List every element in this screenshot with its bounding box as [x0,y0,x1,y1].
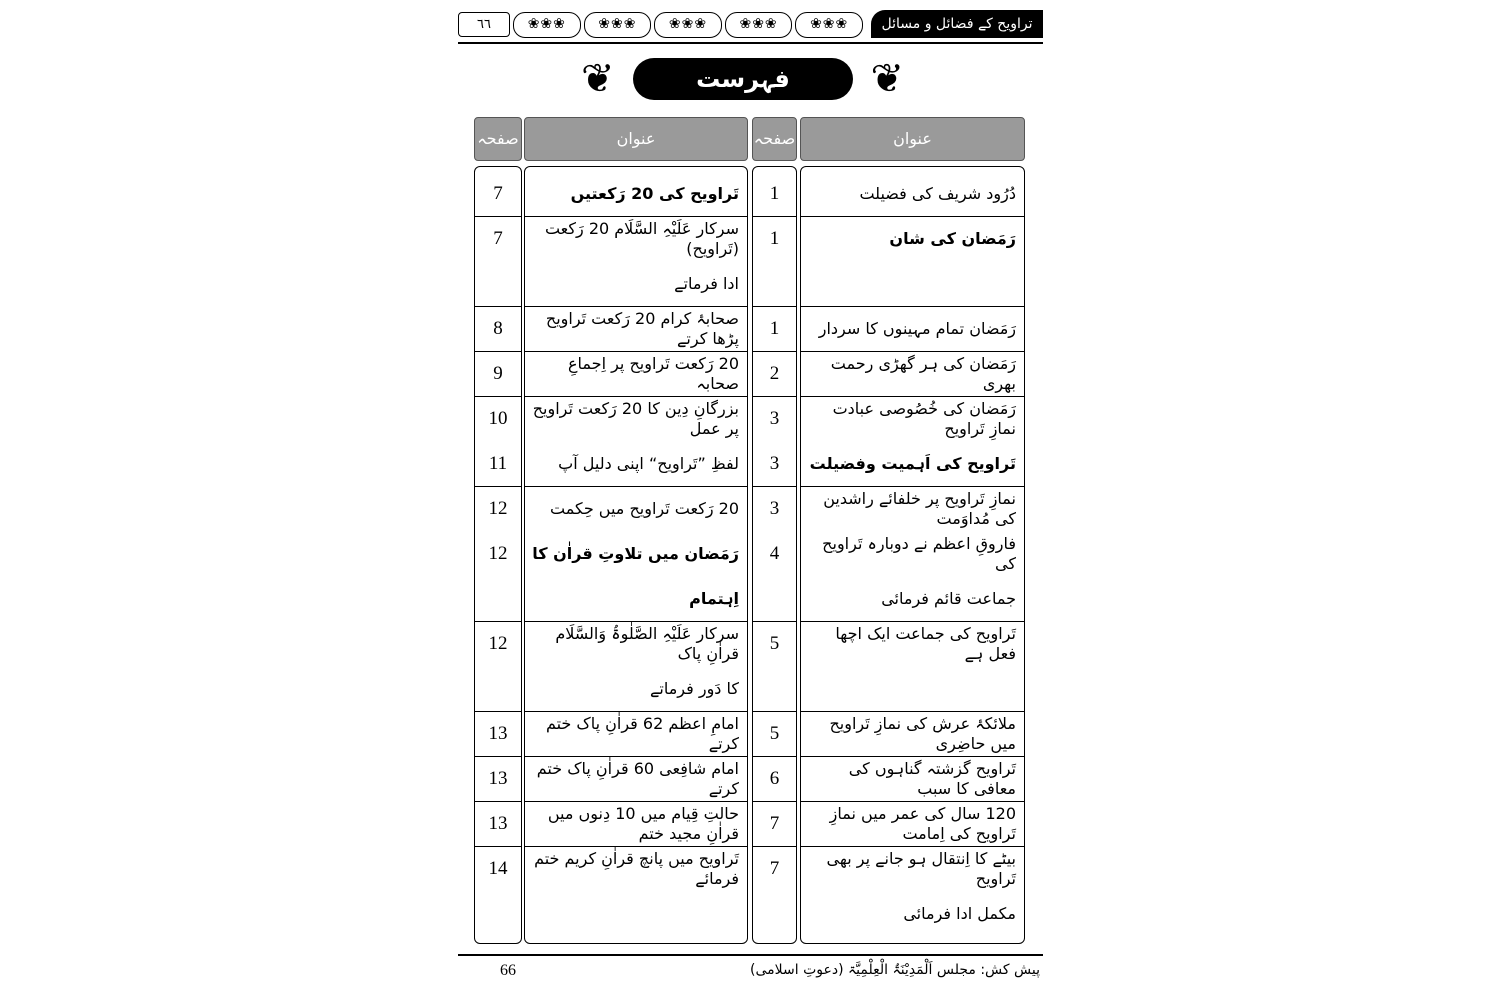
toc-entry-title: اِہتمام [689,588,739,608]
toc-row-group [525,801,747,847]
toc-row-group [801,711,1024,757]
toc-row-group [525,216,747,307]
toc-page-number: 11 [488,453,508,474]
toc-row-group [475,216,521,307]
toc-page-number: 13 [488,723,508,744]
toc-row-group [753,756,796,802]
toc-page-number: 12 [488,543,508,564]
toc-row-group [525,486,747,622]
toc-entry-title: 120 سال کی عمر میں نمازِ تَراویح کی اِمامت [829,803,1016,843]
toc-entry-title: 20 رَکعت تَراویح پر اِجماعِ صحابہ [568,353,739,393]
toc-entry-title: تَراویح گزشتہ گناہوں کی معافی کا سبب [848,758,1016,798]
toc-row-group [525,396,747,487]
toc-entry-title: بزرگانِ دِین کا 20 رَکعت تَراویح پر عمل [532,398,739,438]
toc-row-group [753,846,796,936]
toc-row-group [801,801,1024,847]
toc-page-number: 14 [488,858,508,879]
toc-row-group [753,486,796,622]
toc-page-number [475,666,521,711]
toc-row-group [525,351,747,397]
toc-page-number: 4 [769,543,780,564]
toc-row-group [753,711,796,757]
toc-entry-title: فاروقِ اعظم نے دوبارہ تَراویح کی [822,533,1016,573]
toc-row-group [475,846,521,936]
toc-row-group [753,621,796,712]
toc-row-group [753,396,796,487]
toc-row-group [525,171,747,217]
toc-page-number: 13 [488,813,508,834]
toc-row-group [475,621,521,712]
toc-row-group [475,486,521,622]
toc-entry-title: تَراویح کی 20 رَکعتیں [570,183,739,203]
toc-row-group [475,171,521,217]
left-title-column [524,166,748,944]
toc-page-number: 12 [488,498,508,519]
toc-page-number: 10 [488,408,508,429]
toc-entry-title: امام شافِعی 60 قراٰنِ پاک ختم کرتے [536,758,739,798]
toc-entry-title: سرکار عَلَیْہِ الصَّلٰوۃُ وَالسَّلَام قراٰنِ پاک [555,623,739,663]
right-ornament-icon: ❦ [870,56,904,102]
toc-page-number [475,576,521,621]
toc-page-number: 7 [493,183,503,204]
toc-page-number: 13 [488,768,508,789]
toc-row-group [525,756,747,802]
toc-entry-title: کا دَور فرماتے [650,678,739,698]
toc-page-number: 5 [769,633,780,654]
toc-row-group [801,756,1024,802]
right-page-header: صفحہ [752,117,797,161]
toc-page-number [475,261,521,306]
toc-page-number: 1 [769,183,780,204]
ornament-segment: ❀❀❀ [795,12,863,38]
toc-entry-title: تَراویح کی جماعت ایک اچھا فعل ہے [835,623,1016,663]
toc-page-number: 3 [769,498,780,519]
toc-row-group [475,351,521,397]
toc-entry-title: حالتِ قِیام میں 10 دِنوں میں قراٰنِ مجید ختم [547,803,739,843]
ornament-segment: ❀❀❀ [513,12,581,38]
toc-page-number: 7 [769,813,780,834]
toc-entry-title: رَمَضان کی خُصُوصی عبادت نمازِ تَراویح [832,398,1016,438]
toc-row-group [525,711,747,757]
toc-row-group [801,846,1024,936]
toc-page-number: 1 [769,318,780,339]
toc-entry-title: رَمَضان کی شان [889,228,1016,248]
toc-page-number: 2 [769,363,780,384]
left-title-header: عنوان [524,117,748,161]
toc-entry-title: نمازِ تَراویح پر خلفائے راشدین کی مُداوَمت [823,488,1016,528]
toc-row-group [801,216,1024,307]
toc-row-group [525,846,747,936]
toc-entry-title: بیٹے کا اِنتقال ہو جانے پر بھی تَراویح [826,848,1016,888]
toc-entry-title: صحابۂ کرام 20 رَکعت تَراویح پڑھا کرتے [545,308,739,348]
toc-row-group [753,171,796,217]
header-page-number: ٦٦ [458,12,510,37]
toc-entry-title: سرکار عَلَیْہِ السَّلَام 20 رَکعت (تَراویح) [544,218,739,258]
toc-entry-title: جماعت قائم فرمائی [881,588,1016,608]
running-header [458,10,1043,44]
toc-page-number: 12 [488,633,508,654]
footer-divider [458,954,1043,956]
toc-page-number: 3 [769,408,780,429]
toc-row-group [753,801,796,847]
page-number: 66 [500,962,516,979]
toc-row-group [475,801,521,847]
toc-page-number: 7 [769,858,780,879]
toc-entry-title: تَراویح کی اَہمیت وفضیلت [809,453,1016,473]
toc-entry-title: امامِ اعظم 62 قراٰنِ پاک ختم کرتے [545,713,739,753]
toc-page-number: 8 [493,318,503,339]
toc-row-group [801,621,1024,712]
ornament-segment: ❀❀❀ [584,12,652,38]
toc-row-group [753,306,796,352]
toc-page-number: 9 [493,363,503,384]
toc-entry-title: رَمَضان میں تلاوتِ قراٰن کا [532,543,739,563]
left-page-header: صفحہ [474,117,522,161]
ornament-segment: ❀❀❀ [654,12,722,38]
toc-entry-title: ادا فرماتے [674,273,739,293]
toc-entry-title: دُرُود شریف کی فضیلت [859,183,1016,203]
toc-row-group [753,216,796,307]
toc-row-group [475,711,521,757]
toc-row-group [801,351,1024,397]
toc-entry-title: مکمل ادا فرمائی [903,903,1016,923]
book-title: تراویح کے فضائل و مسائل [871,10,1043,38]
publisher-credit: پیش کش: مجلس اَلْمَدِیْنَۃُ الْعِلْمِیَّۃ (دعوتِ اسلامی) [750,962,1040,978]
right-title-column [800,166,1025,944]
ornament-segment: ❀❀❀ [725,12,793,38]
toc-row-group [801,306,1024,352]
left-ornament-icon: ❦ [581,56,615,102]
right-title-header: عنوان [800,117,1025,161]
toc-entry-title: لفظِ ”تَراویح“ اپنی دلیل آپ [558,453,739,473]
toc-entry-title: رَمَضان کی ہر گھڑی رحمت بھری [830,353,1016,393]
index-title: فہرست [633,58,853,100]
right-page-column [752,166,797,944]
header-ornament [458,12,863,38]
toc-page-number: 7 [493,228,503,249]
toc-page-number: 1 [769,228,780,249]
toc-row-group [475,756,521,802]
toc-row-group [525,306,747,352]
toc-entry-title: رَمَضان تمام مہینوں کا سردار [818,318,1016,338]
toc-page-number [753,576,796,621]
toc-row-group [475,396,521,487]
toc-row-group [475,306,521,352]
toc-row-group [525,621,747,712]
toc-page-number: 6 [769,768,780,789]
toc-row-group [801,396,1024,487]
toc-entry-title: ملائکۂ عرش کی نمازِ تَراویح میں حاضِری [829,713,1016,753]
index-banner [575,52,910,108]
toc-row-group [801,171,1024,217]
left-page-column [474,166,522,944]
toc-entry-title: تَراویح میں پانچ قراٰنِ کریم ختم فرمائے [534,848,739,888]
toc-page-number: 5 [769,723,780,744]
toc-page-number: 3 [769,453,780,474]
toc-page-number [753,891,796,936]
toc-row-group [801,486,1024,622]
toc-row-group [753,351,796,397]
toc-entry-title: 20 رَکعت تَراویح میں حِکمت [550,498,739,518]
